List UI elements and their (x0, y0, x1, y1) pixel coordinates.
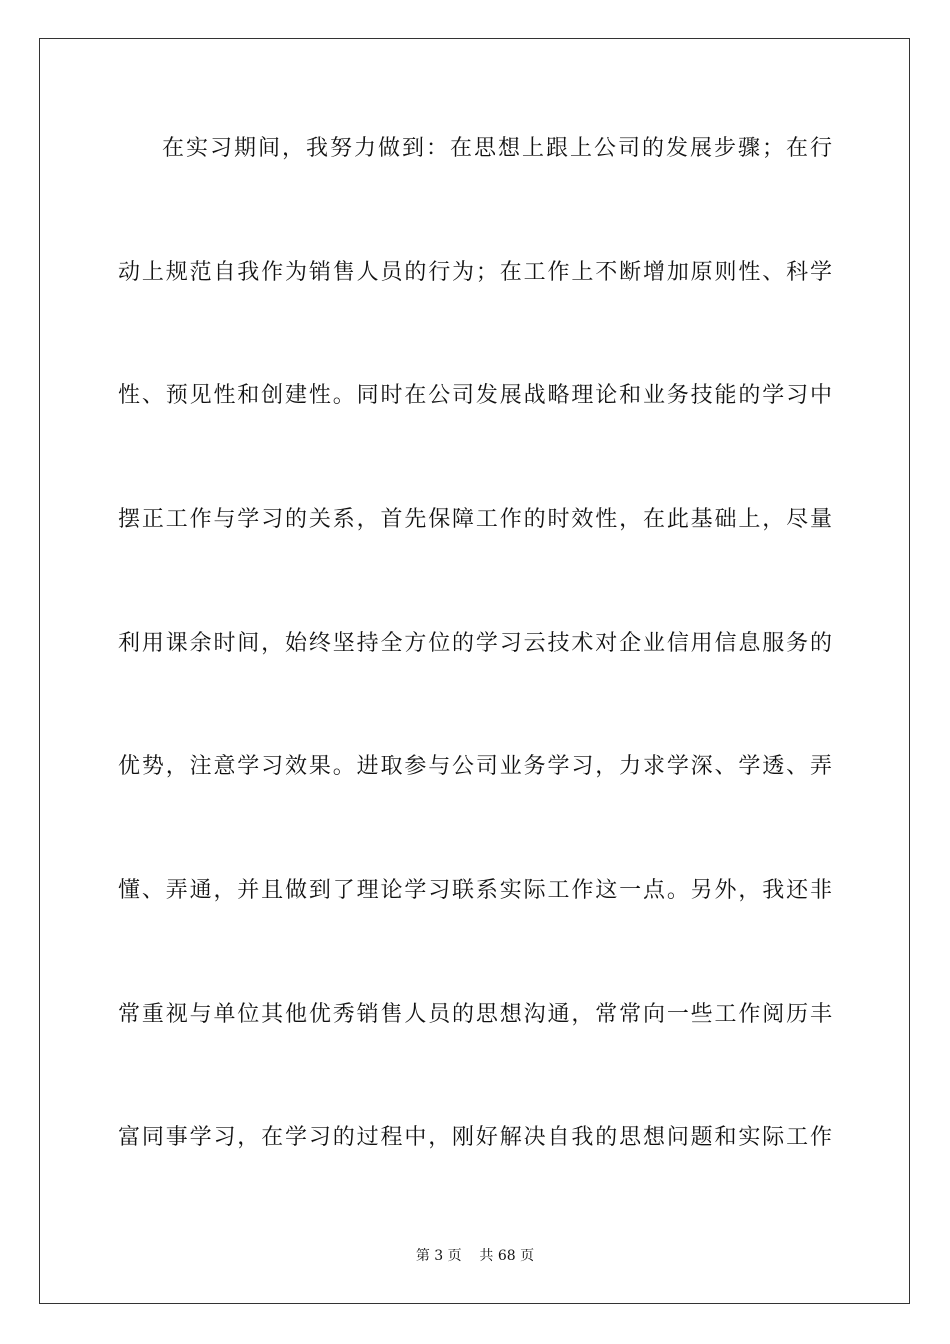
paragraph-line-1: 在实习期间，我努力做到：在思想上跟上公司的发展步骤；在行 (162, 136, 832, 161)
paragraph-line-8: 常重视与单位其他优秀销售人员的思想沟通，常常向一些工作阅历丰 (118, 1002, 832, 1027)
page-border (39, 38, 910, 1304)
paragraph-line-9: 富同事学习，在学习的过程中，刚好解决自我的思想问题和实际工作 (118, 1125, 832, 1150)
paragraph-line-4: 摆正工作与学习的关系，首先保障工作的时效性，在此基础上，尽量 (118, 507, 832, 532)
paragraph-line-5: 利用课余时间，始终坚持全方位的学习云技术对企业信用信息服务的 (118, 631, 832, 656)
page-number-footer: 第 3 页 共 68 页 (415, 1248, 535, 1264)
paragraph-line-6: 优势，注意学习效果。进取参与公司业务学习，力求学深、学透、弄 (118, 754, 832, 779)
paragraph-line-3: 性、预见性和创建性。同时在公司发展战略理论和业务技能的学习中 (118, 383, 832, 408)
paragraph-line-2: 动上规范自我作为销售人员的行为；在工作上不断增加原则性、科学 (118, 260, 832, 285)
paragraph-line-7: 懂、弄通，并且做到了理论学习联系实际工作这一点。另外，我还非 (118, 878, 832, 903)
